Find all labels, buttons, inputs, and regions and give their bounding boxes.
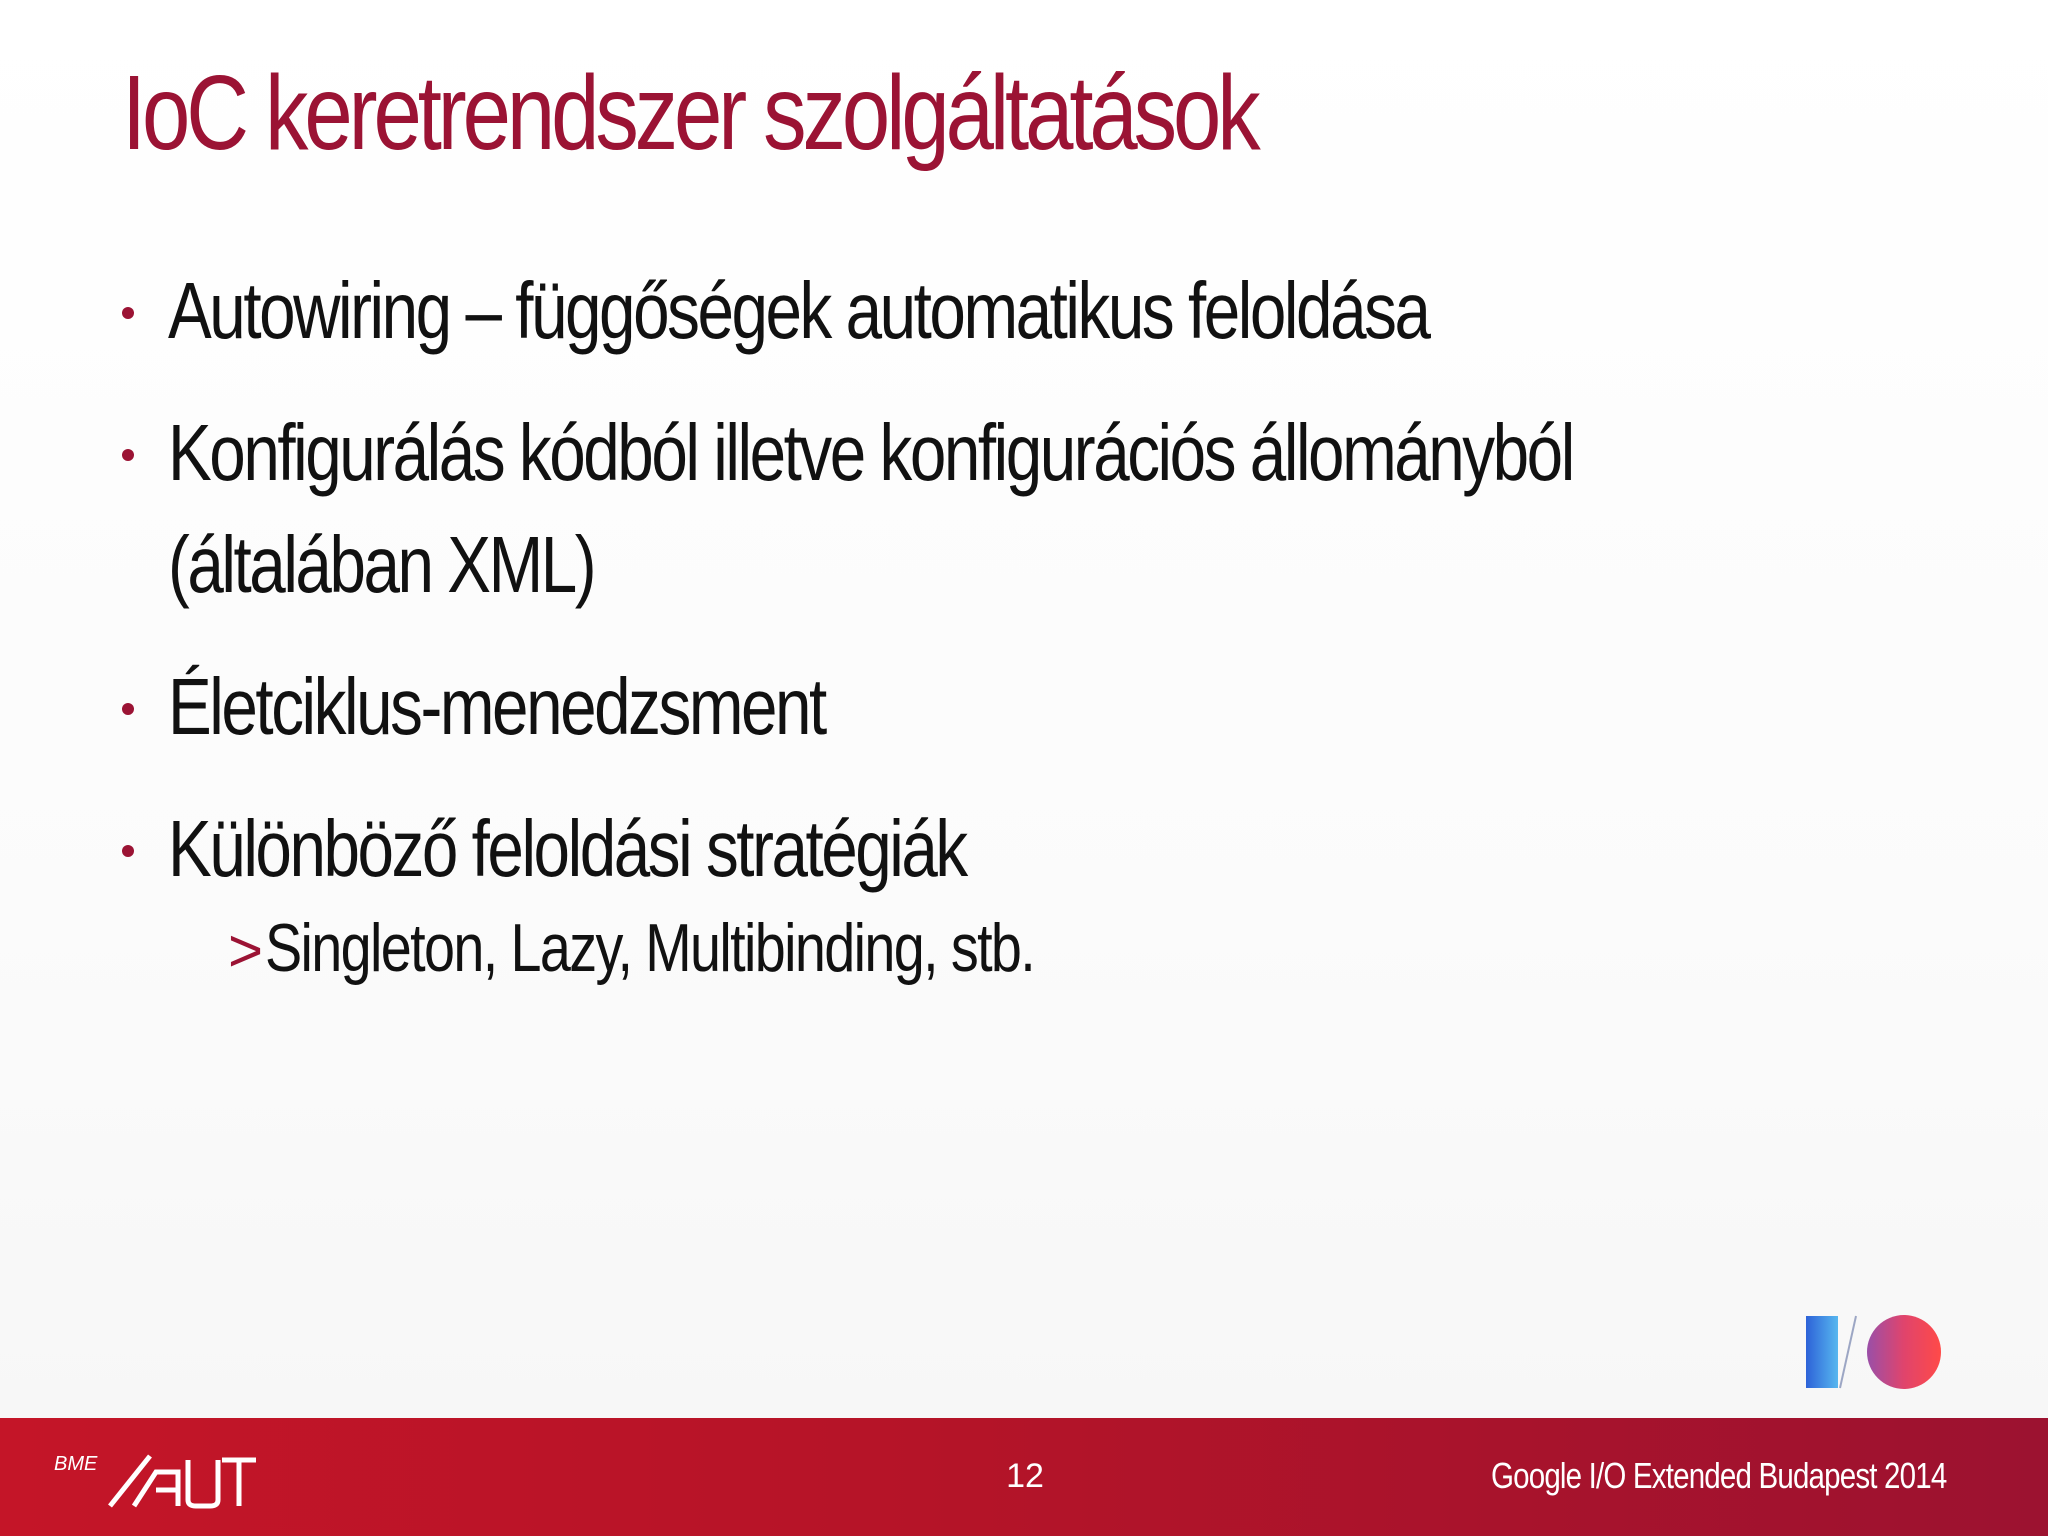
bullet-item-autowiring xyxy=(122,255,1881,367)
event-name: Google I/O Extended Budapest 2014 xyxy=(1490,1455,1946,1496)
page-number: 12 xyxy=(1006,1457,1044,1495)
bullet-text xyxy=(168,397,1573,621)
google-io-logo-icon xyxy=(1802,1314,1944,1390)
bme-logo-text: BME xyxy=(54,1453,98,1475)
bullet-item-lifecycle xyxy=(122,651,1881,763)
bullet-dot xyxy=(122,703,134,715)
bullet-text: Autowiring – függőségek automatikus feloldása xyxy=(168,266,1429,355)
bullet-dot xyxy=(122,449,134,461)
bullet-text-line: Konfigurálás kódból illetve konfigurációs állományból xyxy=(168,408,1573,497)
bullet-item-configuration xyxy=(122,397,1881,621)
footer-bar xyxy=(0,1418,2048,1536)
bullet-text-continuation: (általában XML) xyxy=(168,520,595,609)
slide-title: IoC keretrendszer szolgáltatások xyxy=(122,54,1257,172)
bme-aut-logo-icon xyxy=(52,1448,262,1512)
bullet-item-strategies xyxy=(122,793,1881,905)
bullet-text: Életciklus-menedzsment xyxy=(168,662,825,751)
sub-bullet-text: Singleton, Lazy, Multibinding, stb. xyxy=(265,910,1035,986)
sub-bullet-marker: > xyxy=(228,917,262,984)
bullet-dot xyxy=(122,845,134,857)
bullet-list xyxy=(122,255,1881,935)
bullet-text: Különböző feloldási stratégiák xyxy=(168,804,966,893)
sub-bullet-item xyxy=(228,903,1203,996)
bullet-dot xyxy=(122,307,134,319)
